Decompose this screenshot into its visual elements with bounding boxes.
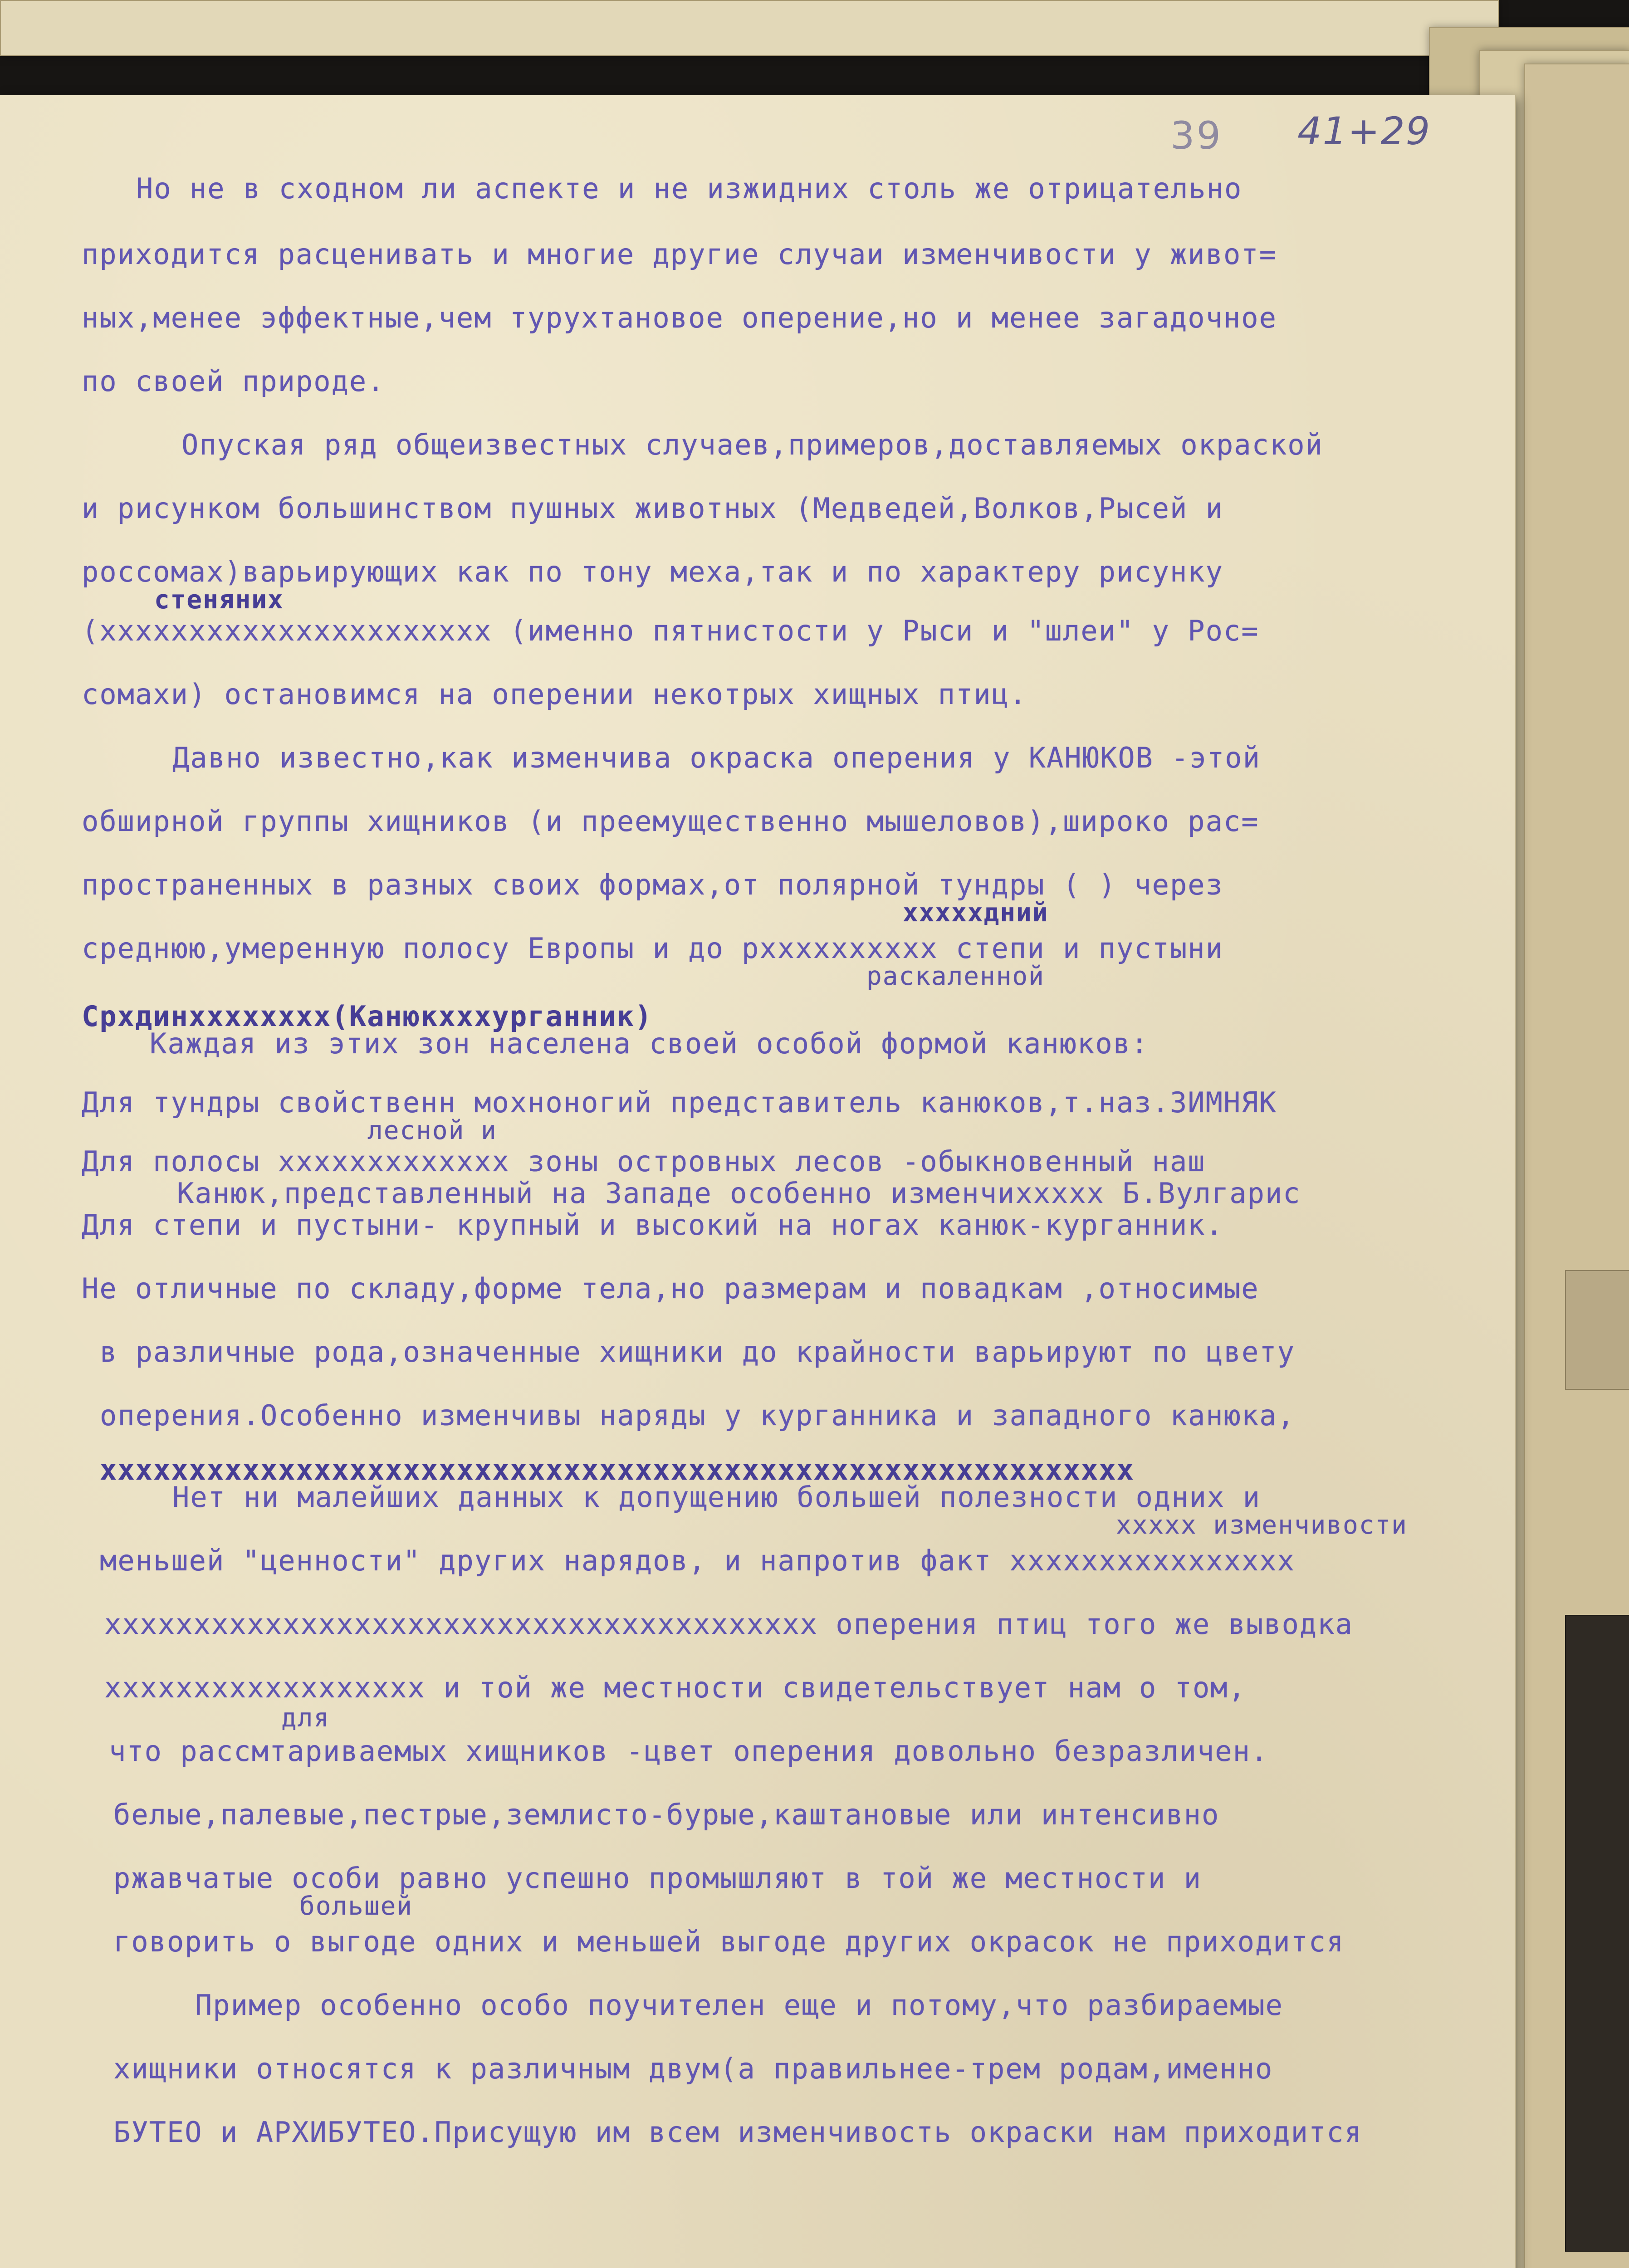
interlinear-insertion: хххххдний <box>903 898 1049 928</box>
text-line: обширной группы хищников (и преемущественно мышеловов),широко рас= <box>82 805 1259 838</box>
page-number: 39 <box>1170 113 1223 158</box>
text-line: белые,палевые,пестрые,землисто-бурые,каштановые или интенсивно <box>113 1798 1220 1831</box>
back-sheet-top <box>0 0 1499 56</box>
text-line: ржавчатые особи равно успешно промышляют в той же местности и <box>113 1862 1202 1895</box>
interlinear-insertion: лесной и <box>367 1116 497 1145</box>
interlinear-insertion: раскаленной <box>866 962 1045 991</box>
text-line: хищники относятся к различным двум(а правильнее-трем родам,именно <box>113 2052 1273 2085</box>
folder-tab-upper <box>1565 1270 1629 1390</box>
text-line: Давно известно,как изменчива окраска оперения у КАНЮКОВ -этой <box>172 741 1261 774</box>
text-line: оперения.Особенно изменчивы наряды у курганника и западного канюка, <box>100 1399 1295 1432</box>
interlinear-insertion: стеняних <box>154 585 284 615</box>
text-line: и рисунком большинством пушных животных (Медведей,Волков,Рысей и <box>82 492 1223 525</box>
text-line: в различные рода,означенные хищники до крайности варьируют по цвету <box>100 1335 1295 1369</box>
text-line: Для полосы ххххххххххххх зоны островных лесов -обыкновенный наш <box>82 1145 1206 1178</box>
text-line: Опуская ряд общеизвестных случаев,примеров,доставляемых окраской <box>181 428 1323 461</box>
text-line: Для степи и пустыни- крупный и высокий на ногах канюк-курганник. <box>82 1208 1223 1242</box>
text-line: приходится расценивать и многие другие случаи изменчивости у живот= <box>82 238 1277 271</box>
interlinear-insertion: ххххх изменчивости <box>1116 1510 1408 1540</box>
text-line: пространенных в разных своих формах,от полярной тундры ( ) через <box>82 868 1223 901</box>
text-line: Нет ни малейших данных к допущению большей полезности одних и <box>172 1481 1261 1514</box>
text-line: россомах)варьирующих как по тону меха,так и по характеру рисунку <box>82 555 1223 588</box>
text-line: (хххххххххххххххххххххх (именно пятнистости у Рыси и "шлеи" у Рос= <box>82 614 1259 647</box>
struck-line: Срхдинхххххххх(Канюкхххурганник) <box>82 1000 653 1033</box>
text-line: Каждая из этих зон населена своей особой формой канюков: <box>150 1027 1149 1060</box>
text-line: БУТЕО и АРХИБУТЕО.Присущую им всем изменчивость окраски нам приходится <box>113 2116 1362 2149</box>
text-line: меньшей "ценности" других нарядов, и напротив факт хххххххххххххххх <box>100 1544 1295 1577</box>
text-line: Для тундры свойственн мохноногий представитель канюков,т.наз.ЗИМНЯК <box>82 1086 1277 1119</box>
text-line: Не отличные по складу,форме тела,но размерам и повадкам ,относимые <box>82 1272 1259 1305</box>
text-line: Канюк,представленный на Западе особенно изменчиххххх Б.Вулгарис <box>177 1177 1301 1210</box>
text-line: говорить о выгоде одних и меньшей выгоде других окрасок не приходится <box>113 1925 1345 1958</box>
interlinear-insertion: для <box>281 1703 330 1733</box>
text-line: по своей природе. <box>82 365 385 398</box>
typewritten-page <box>0 95 1516 2268</box>
interlinear-insertion: большей <box>299 1892 413 1921</box>
text-line: хххххххххххххххххх и той же местности свидетельствует нам о том, <box>104 1671 1246 1704</box>
folder-tab-lower <box>1565 1615 1629 2252</box>
text-line: ных,менее эффектные,чем турухтановое оперение,но и менее загадочное <box>82 301 1277 334</box>
text-line: Пример особенно особо поучителен еще и потому,что разбираемые <box>195 1989 1283 2022</box>
text-line: хххххххххххххххххххххххххххххххххххххххх оперения птиц того же выводка <box>104 1608 1353 1641</box>
page-number-handwritten: 41+29 <box>1297 109 1431 153</box>
text-line: сомахи) остановимся на оперении некотрых хищных птиц. <box>82 678 1027 711</box>
text-line: что рассмтариваемых хищников -цвет оперения довольно безразличен. <box>109 1735 1269 1768</box>
struck-line: хххххххххххххххххххххххххххххххххххххххххххххххххххххххххх <box>100 1453 1135 1486</box>
text-line: среднюю,умеренную полосу Европы и до рхххххххххх степи и пустыни <box>82 932 1223 965</box>
text-line: Но не в сходном ли аспекте и не изжидних столь же отрицательно <box>136 172 1243 205</box>
